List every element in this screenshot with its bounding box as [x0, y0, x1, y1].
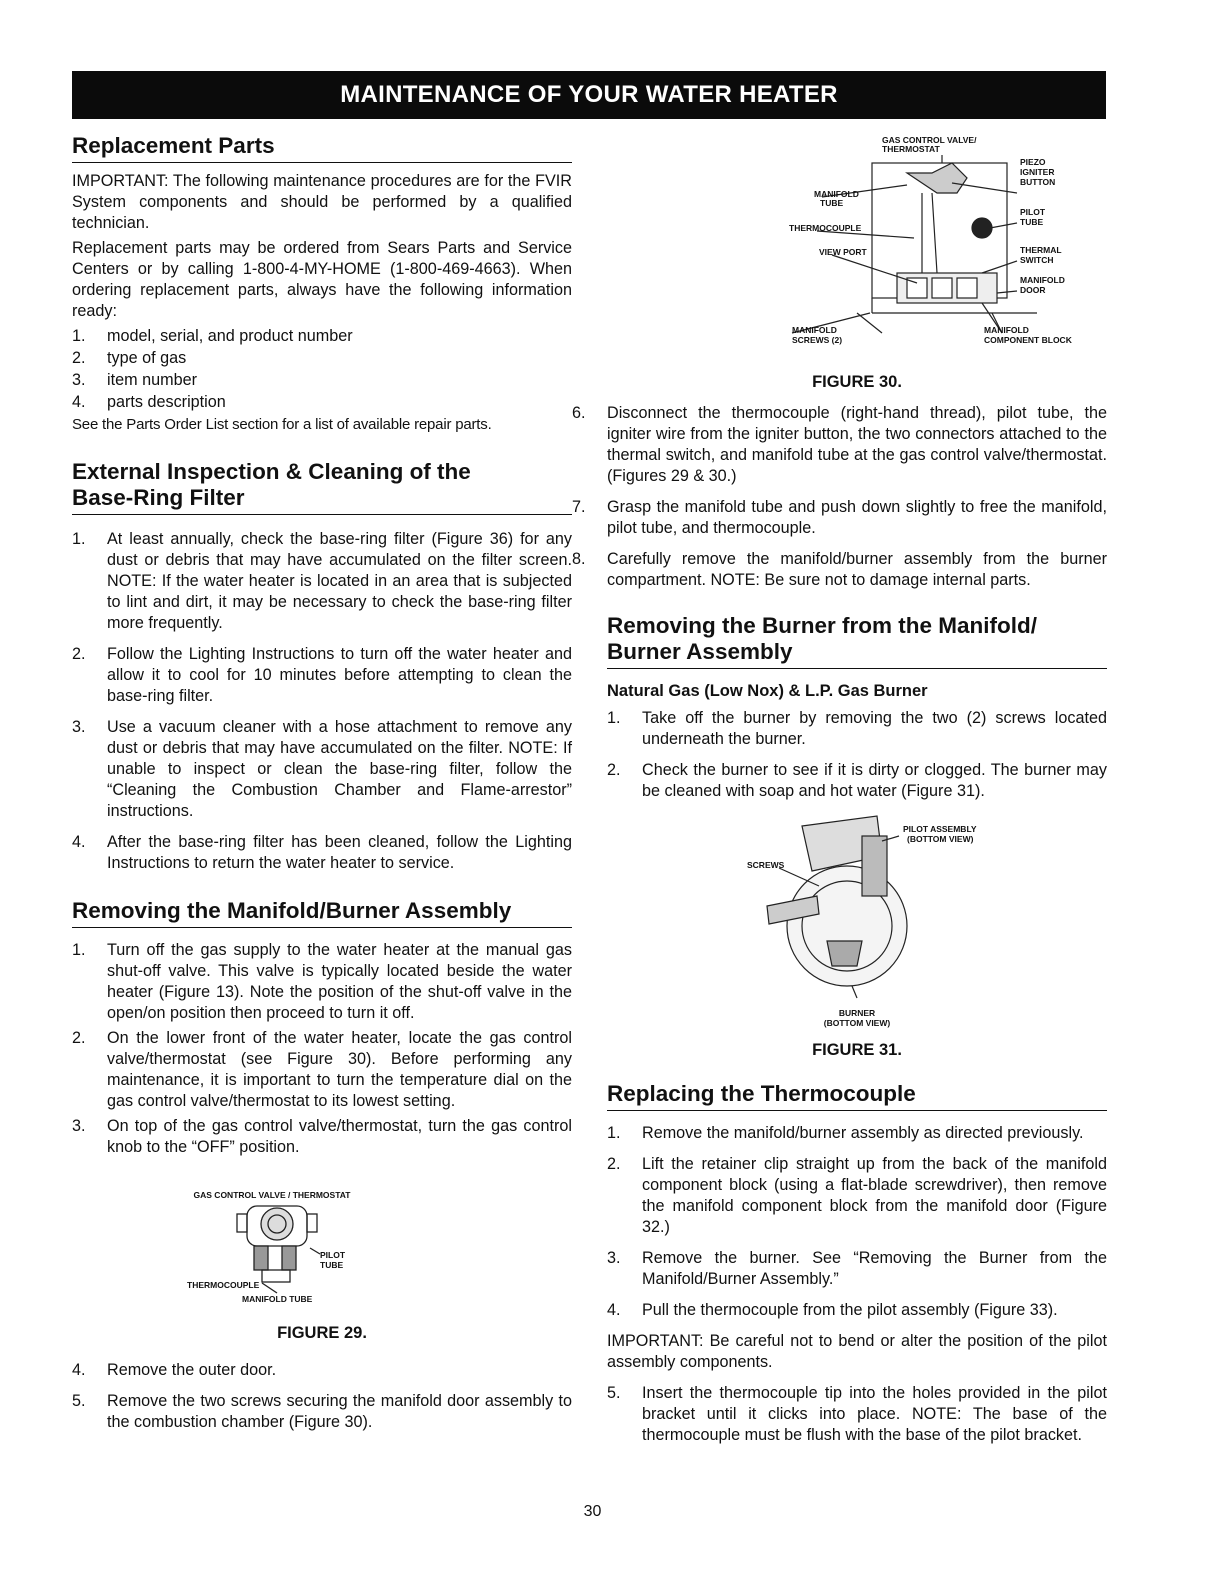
removing-manifold-list-continued — [72, 1360, 572, 1433]
list-item: 5. Remove the two screws securing the manifold door assembly to the combustion chamber (Figure 30). — [72, 1392, 572, 1431]
fig30-label-component-block: COMPONENT BLOCK — [984, 335, 1072, 345]
manifold-assembly-diagram — [692, 133, 1072, 358]
fig30-label-viewport: VIEW PORT — [819, 247, 867, 257]
fig30-label-thermal: THERMAL — [1020, 245, 1062, 255]
list-item: 8. Carefully remove the manifold/burner assembly from the burner compartment. NOTE: Be sure not to damage internal parts. — [572, 550, 1107, 589]
fig29-label-manifold-tube: MANIFOLD TUBE — [242, 1294, 313, 1304]
fig30-label-piezo: PIEZO — [1020, 157, 1046, 167]
replacing-thermocouple-list-continued — [607, 1383, 1107, 1446]
list-item: 1. model, serial, and product number — [72, 327, 353, 345]
fig29-label-top: GAS CONTROL VALVE / THERMOSTAT — [193, 1190, 351, 1200]
list-item: 2. Follow the Lighting Instructions to turn off the water heater and allow it to cool for 10 minutes before attempting to clean the base-ring filter. — [72, 645, 572, 705]
removing-manifold-list — [72, 940, 572, 1158]
list-item: 6. Disconnect the thermocouple (right-hand thread), pilot tube, the igniter wire from the igniter button, the two connectors attached to the thermal switch, and manifold tube at the gas control valve/thermostat. (Figures 29 & 30.) — [572, 404, 1107, 485]
list-item: 3. Use a vacuum cleaner with a hose attachment to remove any dust or debris that may have accumulated on the filter. NOTE: If unable to inspect or clean the base-ring filter, follow the “Cleaning the Combustion Chamber and Flame-arrestor” instructions. — [72, 718, 572, 820]
fig30-label-manifold-tube2: TUBE — [820, 198, 844, 208]
removing-manifold-steps-continued — [572, 403, 1107, 591]
gas-control-valve-diagram — [187, 1188, 452, 1313]
left-column — [72, 133, 572, 1443]
list-item: 1. Turn off the gas supply to the water heater at the manual gas shut-off valve. This valve is typically located beside the water heater (Figure 13). Note the position of the shut-off valve in the open/on position then proceed to turn it off. — [72, 941, 572, 1022]
replacement-ordering-text: Replacement parts may be ordered from Sears Parts and Service Centers or by calling 1-800-4-MY-HOME (1-800-469-4663). When ordering replacement parts, always have the following information ready: — [72, 239, 572, 320]
fig31-burner-label: BURNER (BOTTOM VIEW) — [823, 1008, 891, 1028]
figure-31-caption: FIGURE 31. — [812, 1041, 902, 1059]
replacement-parts-heading: Replacement Parts — [72, 133, 572, 163]
removing-burner-list — [607, 708, 1107, 802]
figure-31 — [607, 816, 1107, 1028]
list-item: 3. Remove the burner. See “Removing the Burner from the Manifold/Burner Assembly.” — [607, 1249, 1107, 1288]
fig29-label-thermocouple: THERMOCOUPLE — [187, 1280, 260, 1290]
fig31-label-screws: SCREWS — [747, 860, 785, 870]
page-banner: MAINTENANCE OF YOUR WATER HEATER — [72, 71, 1106, 119]
burner-bottom-view-diagram — [707, 816, 1007, 1006]
fig30-label-thermocouple: THERMOCOUPLE — [789, 223, 862, 233]
external-inspection-heading: External Inspection & Cleaning of the Base-Ring Filter — [72, 459, 572, 515]
list-item: 1. Remove the manifold/burner assembly as directed previously. — [607, 1124, 1084, 1142]
replacement-info-list — [72, 326, 572, 413]
figure-30 — [607, 133, 1107, 364]
fig30-label-manifold-screws: MANIFOLD — [792, 325, 837, 335]
fig30-label-manifold-tube: MANIFOLD — [814, 189, 859, 199]
fig30-label-manifold-door: MANIFOLD — [1020, 275, 1065, 285]
page-number: 30 — [583, 1503, 602, 1520]
fig30-label-igniter: IGNITER — [1020, 167, 1055, 177]
fig30-label-gcv2: THERMOSTAT — [882, 144, 940, 154]
fig31-label-pilot-bottom-view: (BOTTOM VIEW) — [907, 834, 974, 844]
fig31-label-pilot-assembly: PILOT ASSEMBLY — [903, 824, 977, 834]
list-item: 1. Take off the burner by removing the two (2) screws located underneath the burner. — [607, 709, 1107, 748]
list-item: 7. Grasp the manifold tube and push down slightly to free the manifold, pilot tube, and thermocouple. — [572, 498, 1107, 537]
list-item: 2. type of gas — [72, 349, 187, 367]
fig30-label-screws: SCREWS (2) — [792, 335, 843, 345]
list-item: 1. At least annually, check the base-ring filter (Figure 36) for any dust or debris that may have accumulated on the filter screen. NOTE: If the water heater is located in an area that is subjected to lint and dirt, it may be necessary to check the base-ring filter more frequently. — [72, 530, 572, 632]
replacing-thermocouple-heading: Replacing the Thermocouple — [607, 1081, 1107, 1111]
replacement-important-text: IMPORTANT: The following maintenance procedures are for the FVIR System components and should be performed by a qualified technician. — [72, 172, 572, 232]
fig30-label-pilot-tube: TUBE — [1020, 217, 1044, 227]
list-item: 2. Check the burner to see if it is dirty or clogged. The burner may be cleaned with soap and hot water (Figure 31). — [607, 761, 1107, 800]
fig29-label-tube: TUBE — [320, 1260, 344, 1270]
figure-30-caption: FIGURE 30. — [812, 373, 902, 391]
list-item: 5. Insert the thermocouple tip into the holes provided in the pilot bracket until it clicks into place. NOTE: The base of the thermocouple must be flush with the base of the pilot bracket. — [607, 1384, 1107, 1444]
list-item: 4. After the base-ring filter has been cleaned, follow the Lighting Instructions to return the water heater to service. — [72, 833, 572, 872]
fig30-label-mcb: MANIFOLD — [984, 325, 1029, 335]
figure-29 — [72, 1188, 572, 1319]
right-column — [572, 133, 1107, 1456]
burner-subtitle: Natural Gas (Low Nox) & L.P. Gas Burner — [607, 682, 928, 700]
thermocouple-important-text: IMPORTANT: Be careful not to bend or alter the position of the pilot assembly components. — [607, 1332, 1107, 1371]
parts-order-note: See the Parts Order List section for a list of available repair parts. — [72, 416, 492, 433]
replacing-thermocouple-list — [607, 1123, 1107, 1321]
fig30-label-switch: SWITCH — [1020, 255, 1054, 265]
fig29-label-pilot: PILOT — [320, 1250, 346, 1260]
external-inspection-list — [72, 529, 572, 874]
list-item: 3. item number — [72, 371, 197, 389]
removing-burner-heading: Removing the Burner from the Manifold/ Burner Assembly — [607, 613, 1107, 669]
list-item: 2. On the lower front of the water heater, locate the gas control valve/thermostat (see Figure 30). Before performing any maintenance, it is important to turn the temperature dial on the gas control valve/thermostat to its lowest setting. — [72, 1029, 572, 1110]
figure-29-caption: FIGURE 29. — [277, 1324, 367, 1342]
fig30-label-door: DOOR — [1020, 285, 1046, 295]
list-item: 3. On top of the gas control valve/thermostat, turn the gas control knob to the “OFF” position. — [72, 1117, 572, 1156]
list-item: 4. Remove the outer door. — [72, 1361, 277, 1379]
list-item: 4. Pull the thermocouple from the pilot assembly (Figure 33). — [607, 1301, 1058, 1319]
fig30-label-button: BUTTON — [1020, 177, 1056, 187]
fig30-label-gcv: GAS CONTROL VALVE/ — [882, 135, 977, 145]
list-item: 4. parts description — [72, 393, 226, 411]
removing-manifold-heading: Removing the Manifold/Burner Assembly — [72, 898, 572, 928]
list-item: 2. Lift the retainer clip straight up from the back of the manifold component block (using a flat-blade screwdriver), then remove the manifold component block from the manifold door (Figure 32.) — [607, 1155, 1107, 1236]
fig30-label-pilot: PILOT — [1020, 207, 1046, 217]
